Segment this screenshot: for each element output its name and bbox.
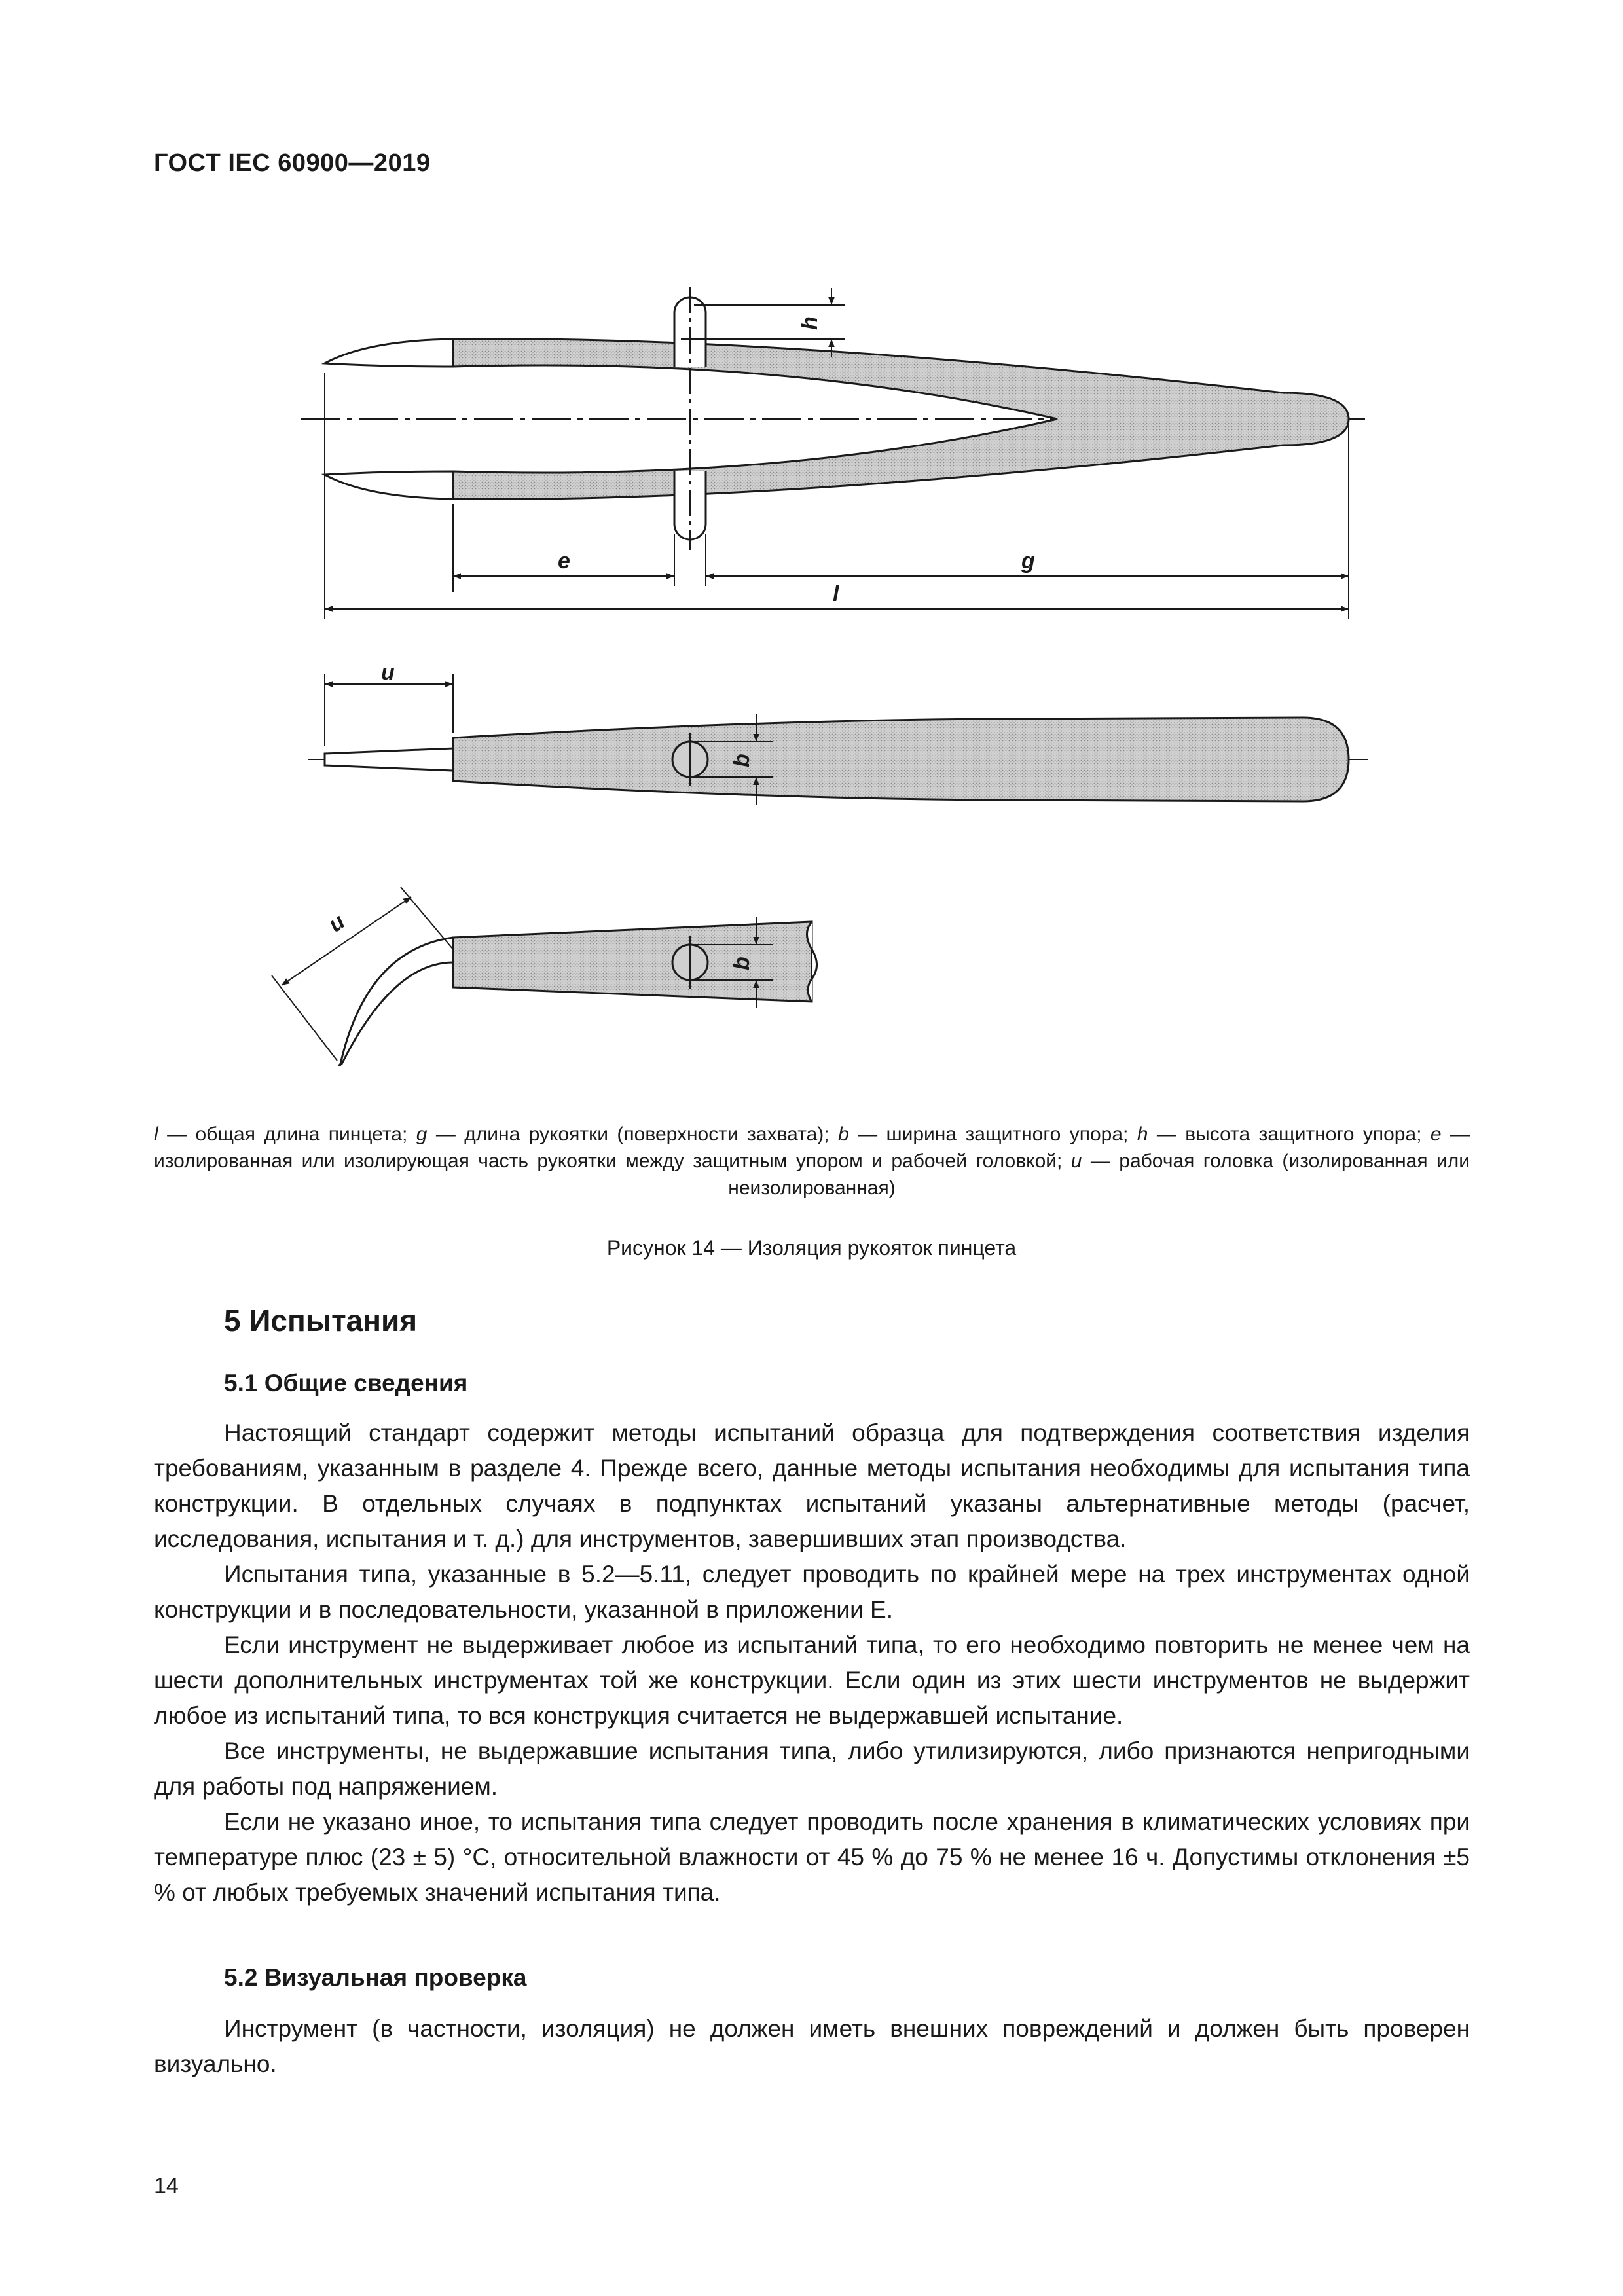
subsection-title-5-1: 5.1 Общие сведения <box>224 1370 468 1396</box>
label-e: e <box>558 549 570 574</box>
tweezers-side-view <box>308 718 1368 801</box>
tweezers-figure <box>0 0 1623 1126</box>
tweezers-bent-tip-view <box>339 922 817 1066</box>
page-number: 14 <box>154 2174 179 2198</box>
section-title: 5 Испытания <box>224 1303 418 1338</box>
subsection-body-5-2 <box>154 2011 1470 2082</box>
label-b-bent: b <box>729 957 754 970</box>
figure-caption: Рисунок 14 — Изоляция рукояток пинцета <box>606 1236 1017 1260</box>
document-header: ГОСТ IEC 60900—2019 <box>154 149 431 177</box>
paragraph: Настоящий стандарт содержит методы испытаний образца для подтверждения соответствия изделия требованиям, указанным в разделе 4. Прежде всего, данные методы испытания необходимы для испытания типа конструкции. В отдельных случаях в подпунктах испытаний указаны альтернативные методы (расчет, исследования, испытания и т. д.) для инструментов, завершивших этап производства. <box>154 1419 1470 1552</box>
label-l: l <box>833 581 839 606</box>
subsection-title-5-2: 5.2 Визуальная проверка <box>224 1964 527 1991</box>
figure-legend: l — общая длина пинцета; g — длина рукоятки (поверхности захвата); b — ширина защитного упора; h — высота защитного упора; e — изолированная или изолирующая часть рукоятки между защитным упором и рабочей головкой; u — рабочая головка (изолированная или неизолированная) <box>154 1123 1470 1199</box>
paragraph: Если не указано иное, то испытания типа следует проводить после хранения в климатических условиях при температуре плюс (23 ± 5) °С, относительной влажности от 45 % до 75 % не менее 16 ч. Допустимы отклонения ±5 % от любых требуемых значений испытания типа. <box>154 1808 1470 1906</box>
paragraph: Инструмент (в частности, изоляция) не должен иметь внешних повреждений и должен быть проверен визуально. <box>154 2015 1470 2077</box>
label-u-side: u <box>381 660 395 685</box>
label-u-bent: u <box>323 909 350 938</box>
tweezers-top-view <box>301 287 1365 550</box>
paragraph: Если инструмент не выдерживает любое из испытаний типа, то его необходимо повторить не менее чем на шести дополнительных инструментах той же конструкции. Если один из этих шести инструментов не выдержит любое из испытаний типа, то вся конструкция считается не выдержавшей испытание. <box>154 1631 1470 1729</box>
paragraph: Испытания типа, указанные в 5.2—5.11, следует проводить по крайней мере на трех инструментах одной конструкции и в последовательности, указанной в приложении Е. <box>154 1561 1470 1623</box>
paragraph: Все инструменты, не выдержавшие испытания типа, либо утилизируются, либо признаются непригодными для работы под напряжением. <box>154 1738 1470 1800</box>
subsection-body-5-1 <box>154 1415 1470 1910</box>
label-b-side: b <box>729 754 754 767</box>
label-g: g <box>1021 549 1035 574</box>
label-h: h <box>797 316 822 330</box>
